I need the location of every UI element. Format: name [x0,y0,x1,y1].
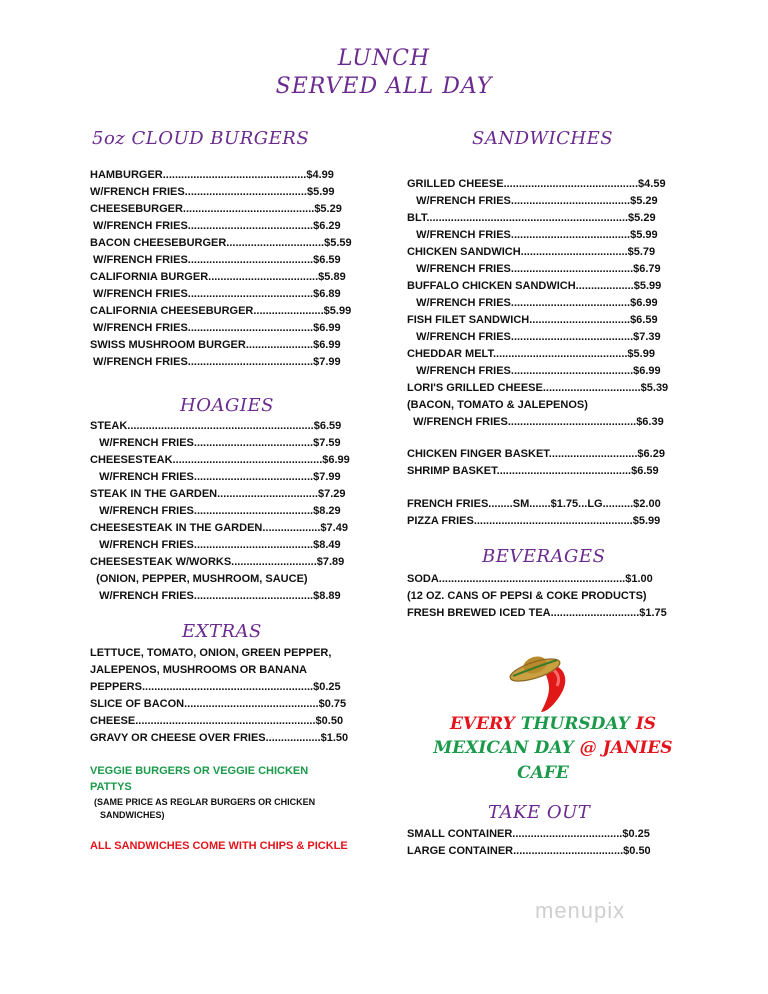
mexican-word-is: IS [635,714,657,734]
burger-item: W/FRENCH FRIES.........................................$6.29 [90,220,341,232]
sandwich-item: (BACON, TOMATO & JALEPENOS) [407,399,588,411]
veggie-note-1: (SAME PRICE AS REGLAR BURGERS OR CHICKEN [94,797,316,807]
hoagie-item: W/FRENCH FRIES.......................................$8.49 [90,539,341,551]
sandwich-item: LORI'S GRILLED CHEESE................................$5.39 [407,382,669,394]
takeout-item: LARGE CONTAINER....................................$0.50 [407,845,651,857]
burger-item: W/FRENCH FRIES........................................$5.99 [90,186,335,198]
beverage-item: (12 OZ. CANS OF PEPSI & COKE PRODUCTS) [407,590,647,602]
veggie-line-1: VEGGIE BURGERS OR VEGGIE CHICKEN [90,765,309,777]
burgers-heading: 5oz CLOUD BURGERS [92,128,310,149]
hoagie-item: W/FRENCH FRIES.......................................$8.89 [90,590,341,602]
extra-item: SLICE OF BACON............................................$0.75 [90,698,347,710]
hoagie-item: STEAK IN THE GARDEN.................................$7.29 [90,488,346,500]
sandwich-item: W/FRENCH FRIES.......................................$5.29 [407,195,658,207]
chili-pepper-sombrero-icon [505,650,577,714]
hoagie-item: STEAK.............................................................$6.59 [90,420,342,432]
hoagie-item: (ONION, PEPPER, MUSHROOM, SAUCE) [90,573,308,585]
burger-item: W/FRENCH FRIES.........................................$6.99 [90,322,341,334]
beverage-item: SODA.............................................................$1.00 [407,573,653,585]
sandwiches-heading: SANDWICHES [472,128,614,149]
mexican-day-line-3: CAFE [517,763,569,783]
basket-item: CHICKEN FINGER BASKET.............................$6.29 [407,448,665,460]
sandwich-item: GRILLED CHEESE............................................$4.59 [407,178,666,190]
mexican-day-line-1 [418,712,688,736]
watermark-logo: menupix [535,898,626,923]
extra-item: PEPPERS........................................................$0.25 [90,681,341,693]
sandwich-item: FISH FILET SANDWICH.................................$6.59 [407,314,658,326]
sandwich-item: W/FRENCH FRIES.......................................$6.99 [407,297,658,309]
burger-item: CHEESEBURGER...........................................$5.29 [90,203,342,215]
hoagie-item: CHEESESTEAK IN THE GARDEN...................$7.49 [90,522,348,534]
burger-item: W/FRENCH FRIES.........................................$7.99 [90,356,341,368]
hoagie-item: CHEESESTEAK W/WORKS............................$7.89 [90,556,345,568]
mexican-word-mexican-day: MEXICAN DAY [433,738,580,758]
extra-item: GRAVY OR CHEESE OVER FRIES..................$1.50 [90,732,349,744]
sandwich-item: W/FRENCH FRIES........................................$6.79 [407,263,661,275]
sandwich-item: W/FRENCH FRIES..........................................$6.39 [407,416,664,428]
hoagies-heading: HOAGIES [180,395,274,416]
burger-item: BACON CHEESEBURGER................................$5.59 [90,237,352,249]
sandwich-item: W/FRENCH FRIES.......................................$5.99 [407,229,658,241]
menu-title-served-all-day: SERVED ALL DAY [275,74,493,99]
sandwich-item: W/FRENCH FRIES........................................$6.99 [407,365,661,377]
burger-item: CALIFORNIA CHEESEBURGER.......................$5.99 [90,305,352,317]
mexican-word-thursday: THURSDAY [520,714,636,734]
burger-item: SWISS MUSHROOM BURGER......................$6.99 [90,339,341,351]
burger-item: W/FRENCH FRIES.........................................$6.59 [90,254,341,266]
basket-item: SHRIMP BASKET............................................$6.59 [407,465,659,477]
burger-item: HAMBURGER...............................................$4.99 [90,169,334,181]
fries-item: FRENCH FRIES........SM.......$1.75...LG..........$2.00 [407,498,661,510]
veggie-note-2: SANDWICHES) [100,810,165,820]
burger-item: W/FRENCH FRIES.........................................$6.89 [90,288,341,300]
hoagie-item: CHEESESTEAK.................................................$6.99 [90,454,350,466]
mexican-day-line-2 [418,736,688,760]
burger-item: CALIFORNIA BURGER....................................$5.89 [90,271,346,283]
fries-item: PIZZA FRIES....................................................$5.99 [407,515,661,527]
hoagie-item: W/FRENCH FRIES.......................................$7.99 [90,471,341,483]
extras-heading: EXTRAS [182,621,262,642]
takeout-item: SMALL CONTAINER....................................$0.25 [407,828,650,840]
extra-item: LETTUCE, TOMATO, ONION, GREEN PEPPER, [90,647,332,659]
sandwich-item: CHICKEN SANDWICH...................................$5.79 [407,246,656,258]
extra-item: JALEPENOS, MUSHROOMS OR BANANA [90,664,307,676]
sandwich-item: BLT..................................................................$5.29 [407,212,656,224]
sandwich-item: BUFFALO CHICKEN SANDWICH...................$5.99 [407,280,662,292]
beverages-heading: BEVERAGES [482,546,606,567]
hoagie-item: W/FRENCH FRIES.......................................$7.59 [90,437,341,449]
takeout-heading: TAKE OUT [488,802,591,823]
mexican-word-every: EVERY [449,714,521,734]
extra-item: CHEESE...........................................................$0.50 [90,715,344,727]
sandwich-item: CHEDDAR MELT............................................$5.99 [407,348,655,360]
chips-pickle-note: ALL SANDWICHES COME WITH CHIPS & PICKLE [90,840,348,852]
mexican-word-janies: @ JANIES [579,738,673,758]
sandwich-item: W/FRENCH FRIES........................................$7.39 [407,331,661,343]
hoagie-item: W/FRENCH FRIES.......................................$8.29 [90,505,341,517]
veggie-line-2: PATTYS [90,781,132,793]
menu-title-lunch: LUNCH [337,46,431,71]
beverage-item: FRESH BREWED ICED TEA.............................$1.75 [407,607,667,619]
